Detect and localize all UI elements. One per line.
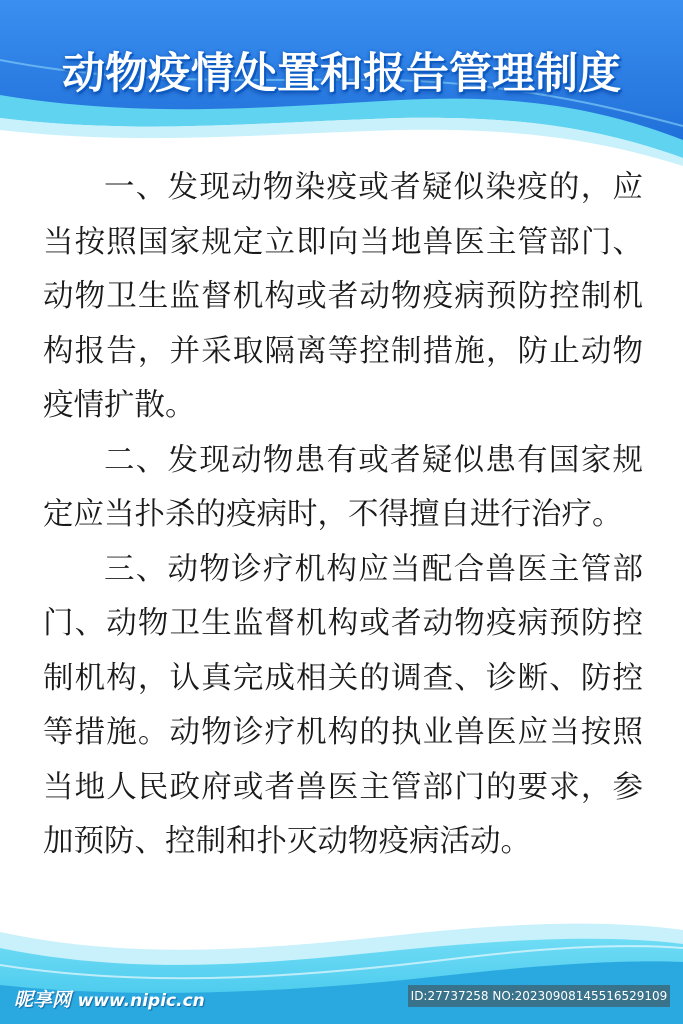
- watermark-brand-name: 昵享网: [14, 989, 72, 1011]
- paragraph-3: 三、动物诊疗机构应当配合兽医主管部门、动物卫生监督机构或者动物疫病预防控制机构，认真完成相关的调查、诊断、防控等措施。动物诊疗机构的执业兽医应当按照当地人民政府或者兽医主管部门的要求，参加预防、控制和扑灭动物疫病活动。: [43, 551, 643, 859]
- watermark-site: www.nipic.cn: [77, 991, 205, 1011]
- paragraph-2: 二、发现动物患有或者疑似患有国家规定应当扑杀的疫病时，不得擅自进行治疗。: [43, 442, 643, 532]
- watermark-brand: [14, 985, 205, 1012]
- paragraph-1: 一、发现动物染疫或者疑似染疫的，应当按照国家规定立即向当地兽医主管部门、动物卫生监督机构或者动物疫病预防控制机构报告，并采取隔离等控制措施，防止动物疫情扩散。: [43, 170, 643, 423]
- watermark-id: ID:27737258 NO:20230908145516529109: [408, 985, 670, 1007]
- page-title: 动物疫情处置和报告管理制度: [62, 49, 621, 99]
- regulation-body: [43, 161, 643, 870]
